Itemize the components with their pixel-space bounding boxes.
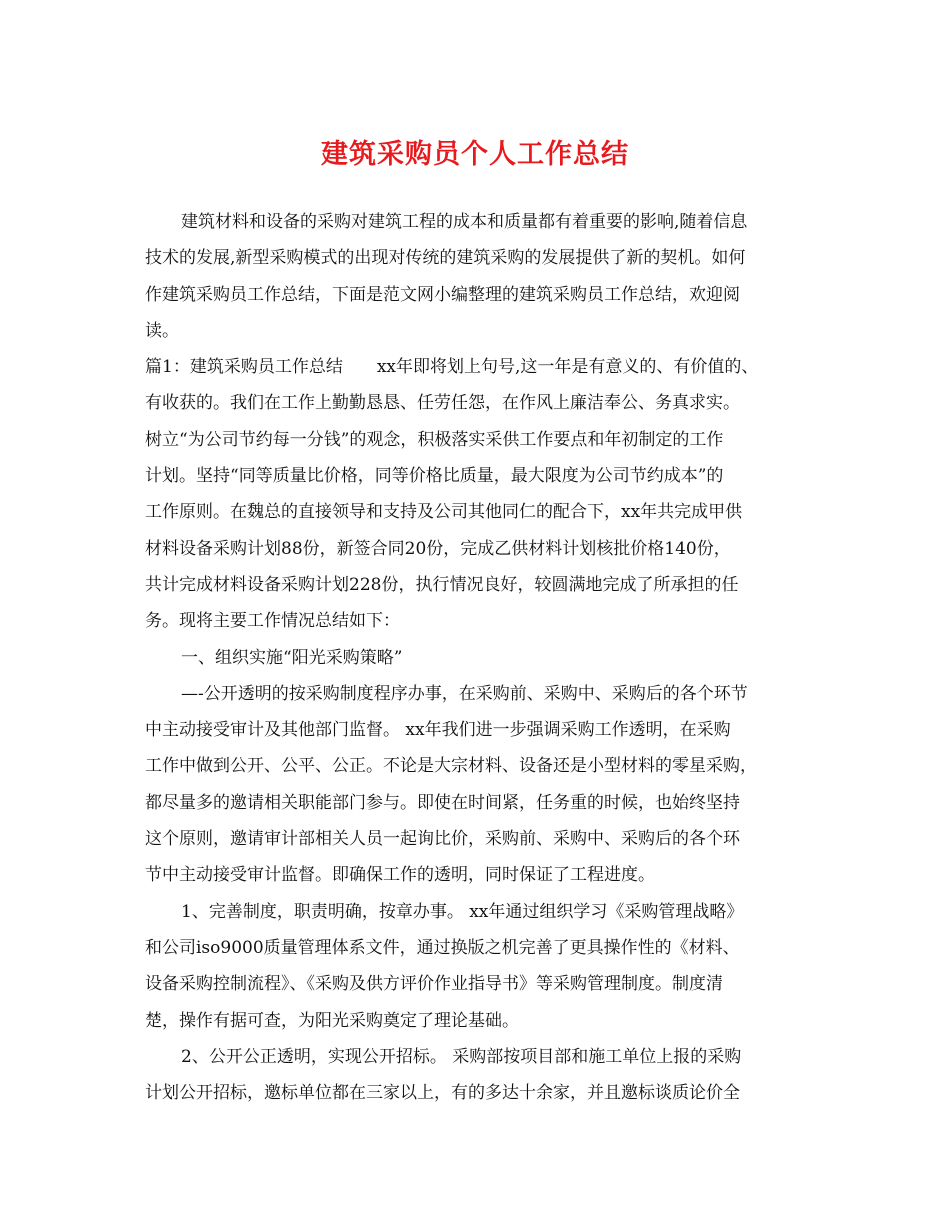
text-line: 树立“为公司节约每一分钱”的观念，积极落实采供工作要点和年初制定的工作 [145,429,724,450]
text-line: 务。现将主要工作情况总结如下： [145,611,400,632]
text-line: 作建筑采购员工作总结，下面是范文网小编整理的建筑采购员工作总结，欢迎阅 [145,284,740,305]
text-line: 共计完成材料设备采购计划228份，执行情况良好，较圆满地完成了所承担的任 [145,574,739,595]
text-line: 有收获的。我们在工作上勤勤恳恳、任劳任怨，在作风上廉洁奉公、务真求实。 [145,393,740,414]
text-line: 计划。坚持“同等质量比价格，同等价格比质量，最大限度为公司节约成本”的 [145,466,724,487]
text-line: —-公开透明的按采购制度程序办事，在采购前、采购中、采购后的各个环节 [181,683,748,704]
text-line: 计划公开招标，邀标单位都在三家以上，有的多达十余家，并且邀标谈质论价全 [145,1083,740,1104]
text-line: 读。 [145,320,179,341]
text-line: 一、组织实施“阳光采购策略” [181,647,403,668]
text-line: 节中主动接受审计监督。即确保工作的透明，同时保证了工程进度。 [145,865,655,886]
text-line: 材料设备采购计划88份，新签合同20份，完成乙供材料计划核批价格140份， [145,538,731,559]
text-line: 中主动接受审计及其他部门监督。 xx年我们进一步强调采购工作透明，在采购 [145,720,731,741]
text-line: 设备采购控制流程》、《采购及供方评价作业指导书》等采购管理制度。制度清 [145,974,723,995]
text-line: 建筑材料和设备的采购对建筑工程的成本和质量都有着重要的影响,随着信息 [181,212,748,232]
document-body [145,204,825,1111]
text-line: 和公司iso9000质量管理体系文件，通过换版之机完善了更具操作性的《材料、 [145,937,740,958]
text-line: 这个原则，邀请审计部相关人员一起询比价，采购前、采购中、采购后的各个环 [145,829,740,850]
text-line: 工作原则。在魏总的直接领导和支持及公司其他同仁的配合下，xx年共完成甲供 [145,502,743,523]
text-line: 技术的发展,新型采购模式的出现对传统的建筑采购的发展提供了新的契机。如何 [145,248,746,269]
text-line: 工作中做到公开、公平、公正。不论是大宗材料、设备还是小型材料的零星采购， [145,756,757,777]
text-line: 楚，操作有据可查，为阳光采购奠定了理论基础。 [145,1010,519,1031]
document-title: 建筑采购员个人工作总结 [321,139,629,170]
text-line: 1、完善制度，职责明确，按章办事。 xx年通过组织学习《采购管理战略》 [181,901,744,922]
text-line: 都尽量多的邀请相关职能部门参与。即使在时间紧，任务重的时候，也始终坚持 [145,792,740,813]
text-line: 篇1：建筑采购员工作总结 xx年即将划上句号,这一年是有意义的、有价值的、 [145,357,759,378]
text-line: 2、公开公正透明，实现公开招标。 采购部按项目部和施工单位上报的采购 [181,1046,742,1067]
